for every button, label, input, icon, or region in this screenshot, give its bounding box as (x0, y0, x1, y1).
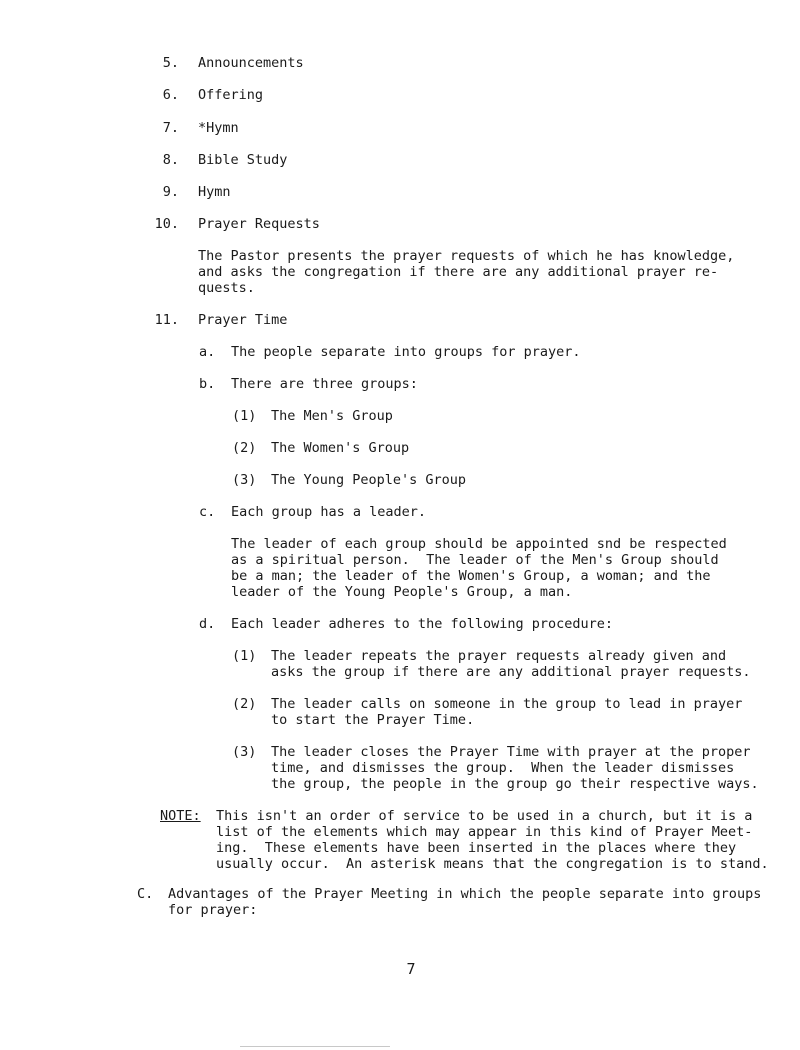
step-line: The leader closes the Prayer Time with prayer at the proper (271, 744, 751, 760)
group-label: (3) (232, 472, 257, 488)
paragraph-line: as a spiritual person. The leader of the Men's Group should (231, 552, 719, 568)
group-text: The Men's Group (271, 408, 393, 424)
page-number: 7 (406, 960, 416, 978)
section-line: for prayer: (168, 902, 258, 918)
sub-text: Each group has a leader. (231, 504, 427, 520)
item-number: 10. (154, 216, 179, 232)
sub-text: There are three groups: (231, 376, 418, 392)
sub-label: d. (199, 616, 216, 632)
sub-label: c. (199, 504, 216, 520)
note-line: list of the elements which may appear in this kind of Prayer Meet- (216, 824, 753, 840)
scan-edge-line (240, 1046, 390, 1047)
paragraph-line: quests. (198, 280, 255, 296)
item-text: Announcements (198, 55, 304, 71)
item-number: 6. (162, 87, 179, 103)
item-text: *Hymn (198, 120, 239, 136)
note-line: ing. These elements have been inserted in the places where they (216, 840, 737, 856)
section-line: Advantages of the Prayer Meeting in which the people separate into groups (168, 886, 762, 902)
sub-text: Each leader adheres to the following procedure: (231, 616, 614, 632)
step-line: the group, the people in the group go their respective ways. (271, 776, 759, 792)
step-line: asks the group if there are any additional prayer requests. (271, 664, 751, 680)
paragraph-line: be a man; the leader of the Women's Group, a woman; and the (231, 568, 711, 584)
item-text: Prayer Requests (198, 216, 320, 232)
paragraph-line: leader of the Young People's Group, a man. (231, 584, 573, 600)
item-text: Prayer Time (198, 312, 288, 328)
group-label: (1) (232, 408, 257, 424)
group-text: The Young People's Group (271, 472, 467, 488)
step-line: time, and dismisses the group. When the leader dismisses (271, 760, 735, 776)
group-text: The Women's Group (271, 440, 410, 456)
item-number: 7. (162, 120, 179, 136)
step-label: (1) (232, 648, 257, 664)
step-line: The leader repeats the prayer requests already given and (271, 648, 727, 664)
sub-label: b. (199, 376, 216, 392)
group-label: (2) (232, 440, 257, 456)
item-number: 9. (162, 184, 179, 200)
sub-text: The people separate into groups for prayer. (231, 344, 581, 360)
item-number: 11. (154, 312, 179, 328)
sub-label: a. (199, 344, 216, 360)
note-label: NOTE: (160, 808, 201, 824)
step-line: to start the Prayer Time. (271, 712, 475, 728)
item-text: Offering (198, 87, 264, 103)
step-label: (2) (232, 696, 257, 712)
step-label: (3) (232, 744, 257, 760)
section-label: C. (137, 886, 154, 902)
paragraph-line: and asks the congregation if there are any additional prayer re- (198, 264, 719, 280)
note-line: This isn't an order of service to be used in a church, but it is a (216, 808, 753, 824)
step-line: The leader calls on someone in the group to lead in prayer (271, 696, 743, 712)
item-number: 5. (162, 55, 179, 71)
note-line: usually occur. An asterisk means that the congregation is to stand. (216, 856, 769, 872)
item-number: 8. (162, 152, 179, 168)
item-text: Bible Study (198, 152, 288, 168)
item-text: Hymn (198, 184, 231, 200)
paragraph-line: The leader of each group should be appointed snd be respected (231, 536, 727, 552)
paragraph-line: The Pastor presents the prayer requests of which he has knowledge, (198, 248, 735, 264)
